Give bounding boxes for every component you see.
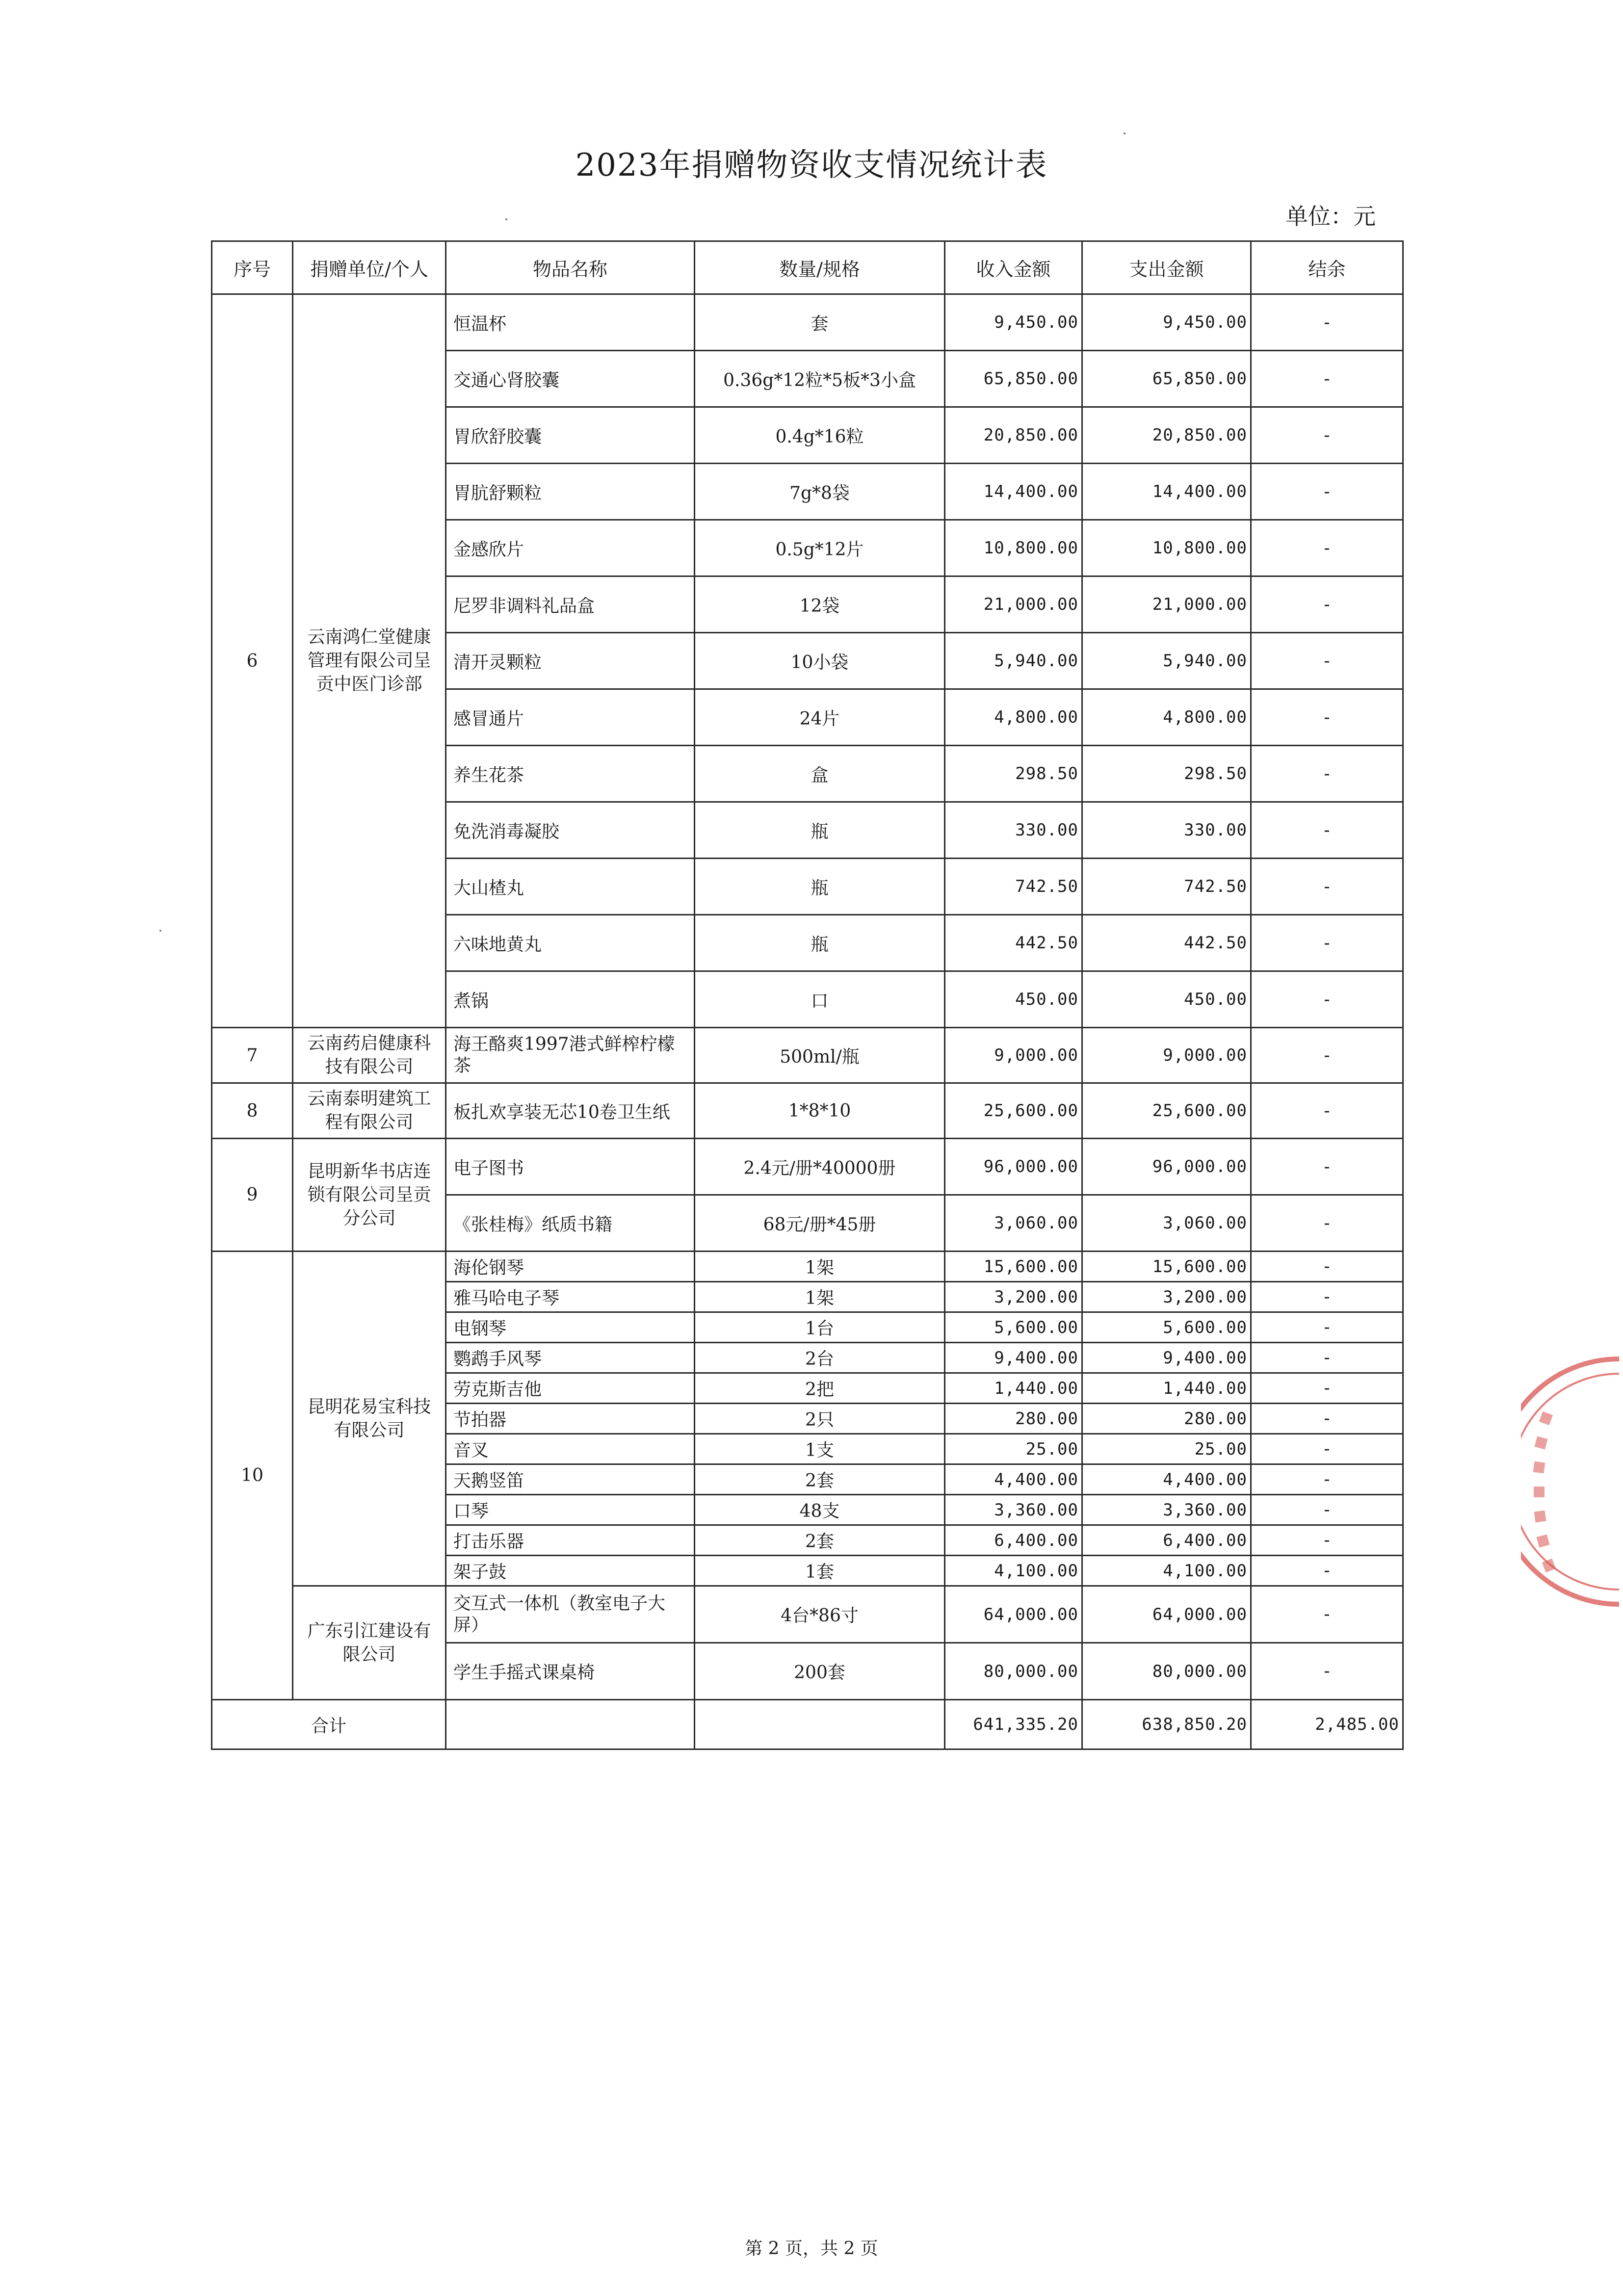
header-balance: 结余: [1251, 241, 1403, 294]
total-expense: 638,850.20: [1082, 1700, 1251, 1749]
item-income: 9,450.00: [945, 294, 1082, 351]
total-empty-cell: [695, 1700, 945, 1749]
item-balance: -: [1251, 520, 1403, 576]
item-balance: -: [1251, 1139, 1403, 1195]
item-qty: 2套: [695, 1464, 945, 1495]
item-name: 清开灵颗粒: [446, 633, 695, 689]
item-qty: 1架: [695, 1282, 945, 1312]
item-expense: 10,800.00: [1082, 520, 1251, 576]
item-qty: 4台*86寸: [695, 1586, 945, 1643]
item-qty: 48支: [695, 1495, 945, 1525]
scan-speck: [159, 930, 161, 932]
item-balance: -: [1251, 576, 1403, 633]
item-name: 打击乐器: [446, 1525, 695, 1556]
item-name: 节拍器: [446, 1404, 695, 1434]
item-expense: 450.00: [1082, 971, 1251, 1028]
item-balance: -: [1251, 1495, 1403, 1525]
item-qty: 0.36g*12粒*5板*3小盒: [695, 351, 945, 407]
item-expense: 4,800.00: [1082, 689, 1251, 746]
item-balance: -: [1251, 1195, 1403, 1252]
item-name: 口琴: [446, 1495, 695, 1525]
item-name: 恒温杯: [446, 294, 695, 351]
donor-name: 昆明花易宝科技有限公司: [293, 1252, 446, 1586]
item-qty: 1台: [695, 1312, 945, 1343]
item-qty: 12袋: [695, 576, 945, 633]
item-income: 3,360.00: [945, 1495, 1082, 1525]
scan-speck: [1124, 132, 1126, 134]
item-income: 64,000.00: [945, 1586, 1082, 1643]
total-label: 合计: [212, 1700, 446, 1749]
item-qty: 0.5g*12片: [695, 520, 945, 576]
item-name: 尼罗非调料礼品盒: [446, 576, 695, 633]
item-expense: 9,400.00: [1082, 1343, 1251, 1373]
item-income: 15,600.00: [945, 1252, 1082, 1282]
item-qty: 套: [695, 294, 945, 351]
item-expense: 25,600.00: [1082, 1083, 1251, 1139]
item-income: 25.00: [945, 1434, 1082, 1464]
item-balance: -: [1251, 859, 1403, 915]
item-name: 交通心肾胶囊: [446, 351, 695, 407]
item-qty: 2.4元/册*40000册: [695, 1139, 945, 1195]
item-name: 学生手摇式课桌椅: [446, 1643, 695, 1700]
item-name: 雅马哈电子琴: [446, 1282, 695, 1312]
item-balance: -: [1251, 915, 1403, 971]
item-qty: 1支: [695, 1434, 945, 1464]
item-balance: -: [1251, 1556, 1403, 1586]
item-income: 9,000.00: [945, 1028, 1082, 1083]
table-row: [212, 1028, 1403, 1083]
item-balance: -: [1251, 1464, 1403, 1495]
item-balance: -: [1251, 1434, 1403, 1464]
item-balance: -: [1251, 1643, 1403, 1700]
item-name: 金感欣片: [446, 520, 695, 576]
item-name: 海王酪爽1997港式鲜榨柠檬茶: [446, 1028, 695, 1083]
item-income: 450.00: [945, 971, 1082, 1028]
item-qty: 盒: [695, 746, 945, 802]
item-balance: -: [1251, 1083, 1403, 1139]
item-income: 96,000.00: [945, 1139, 1082, 1195]
item-name: 胃欣舒胶囊: [446, 407, 695, 464]
item-expense: 330.00: [1082, 802, 1251, 859]
item-qty: 2只: [695, 1404, 945, 1434]
item-balance: -: [1251, 1404, 1403, 1434]
table-row: [212, 1586, 1403, 1643]
total-income: 641,335.20: [945, 1700, 1082, 1749]
item-name: 音叉: [446, 1434, 695, 1464]
item-expense: 96,000.00: [1082, 1139, 1251, 1195]
total-empty-cell: [446, 1700, 695, 1749]
item-balance: -: [1251, 351, 1403, 407]
item-income: 9,400.00: [945, 1343, 1082, 1373]
item-name: 电子图书: [446, 1139, 695, 1195]
item-name: 煮锅: [446, 971, 695, 1028]
item-qty: 500ml/瓶: [695, 1028, 945, 1083]
header-qty: 数量/规格: [695, 241, 945, 294]
table-header-row: [212, 241, 1403, 294]
item-expense: 5,600.00: [1082, 1312, 1251, 1343]
item-expense: 21,000.00: [1082, 576, 1251, 633]
header-expense: 支出金额: [1082, 241, 1251, 294]
item-income: 442.50: [945, 915, 1082, 971]
page-title: 2023年捐赠物资收支情况统计表: [575, 147, 1048, 183]
item-qty: 1套: [695, 1556, 945, 1586]
item-income: 330.00: [945, 802, 1082, 859]
table-row: [212, 1139, 1403, 1195]
donor-name: 云南泰明建筑工程有限公司: [293, 1083, 446, 1139]
item-qty: 2套: [695, 1525, 945, 1556]
item-name: 电钢琴: [446, 1312, 695, 1343]
item-income: 21,000.00: [945, 576, 1082, 633]
item-income: 4,100.00: [945, 1556, 1082, 1586]
item-balance: -: [1251, 802, 1403, 859]
item-expense: 442.50: [1082, 915, 1251, 971]
item-expense: 6,400.00: [1082, 1525, 1251, 1556]
item-expense: 64,000.00: [1082, 1586, 1251, 1643]
item-name: 免洗消毒凝胶: [446, 802, 695, 859]
item-expense: 3,200.00: [1082, 1282, 1251, 1312]
item-expense: 9,000.00: [1082, 1028, 1251, 1083]
item-qty: 24片: [695, 689, 945, 746]
row-number: 9: [212, 1139, 293, 1252]
item-name: 大山楂丸: [446, 859, 695, 915]
item-balance: -: [1251, 1586, 1403, 1643]
item-expense: 80,000.00: [1082, 1643, 1251, 1700]
item-expense: 25.00: [1082, 1434, 1251, 1464]
item-expense: 4,400.00: [1082, 1464, 1251, 1495]
item-balance: -: [1251, 1373, 1403, 1404]
item-name: 《张桂梅》纸质书籍: [446, 1195, 695, 1252]
item-income: 10,800.00: [945, 520, 1082, 576]
table-row: [212, 1252, 1403, 1282]
item-qty: 0.4g*16粒: [695, 407, 945, 464]
donor-name: 云南鸿仁堂健康管理有限公司呈贡中医门诊部: [293, 294, 446, 1028]
item-name: 鹦鹉手风琴: [446, 1343, 695, 1373]
item-balance: -: [1251, 971, 1403, 1028]
item-balance: -: [1251, 1282, 1403, 1312]
item-income: 280.00: [945, 1404, 1082, 1434]
item-balance: -: [1251, 746, 1403, 802]
item-qty: 口: [695, 971, 945, 1028]
header-donor: 捐赠单位/个人: [293, 241, 446, 294]
item-expense: 298.50: [1082, 746, 1251, 802]
item-name: 胃肮舒颗粒: [446, 464, 695, 520]
item-income: 3,200.00: [945, 1282, 1082, 1312]
item-expense: 20,850.00: [1082, 407, 1251, 464]
header-income: 收入金额: [945, 241, 1082, 294]
item-name: 养生花茶: [446, 746, 695, 802]
item-name: 板扎欢享装无芯10卷卫生纸: [446, 1083, 695, 1139]
total-balance: 2,485.00: [1251, 1700, 1403, 1749]
total-row: [212, 1700, 1403, 1749]
item-income: 5,600.00: [945, 1312, 1082, 1343]
item-balance: -: [1251, 294, 1403, 351]
item-income: 80,000.00: [945, 1643, 1082, 1700]
item-income: 6,400.00: [945, 1525, 1082, 1556]
unit-label: 单位：元: [1285, 203, 1376, 230]
item-expense: 9,450.00: [1082, 294, 1251, 351]
item-income: 3,060.00: [945, 1195, 1082, 1252]
table-row: [212, 1083, 1403, 1139]
scan-speck: [505, 218, 507, 220]
item-qty: 200套: [695, 1643, 945, 1700]
item-qty: 1*8*10: [695, 1083, 945, 1139]
item-balance: -: [1251, 407, 1403, 464]
item-expense: 742.50: [1082, 859, 1251, 915]
row-number: 7: [212, 1028, 293, 1083]
item-name: 架子鼓: [446, 1556, 695, 1586]
table-row: [212, 294, 1403, 351]
item-expense: 5,940.00: [1082, 633, 1251, 689]
header-no: 序号: [212, 241, 293, 294]
item-income: 4,800.00: [945, 689, 1082, 746]
item-qty: 瓶: [695, 802, 945, 859]
item-income: 4,400.00: [945, 1464, 1082, 1495]
item-expense: 280.00: [1082, 1404, 1251, 1434]
item-income: 5,940.00: [945, 633, 1082, 689]
item-qty: 瓶: [695, 915, 945, 971]
donation-table: [211, 240, 1404, 1750]
item-balance: -: [1251, 633, 1403, 689]
item-qty: 2台: [695, 1343, 945, 1373]
item-expense: 65,850.00: [1082, 351, 1251, 407]
item-qty: 10小袋: [695, 633, 945, 689]
item-income: 20,850.00: [945, 407, 1082, 464]
item-balance: -: [1251, 1252, 1403, 1282]
item-balance: -: [1251, 689, 1403, 746]
item-expense: 4,100.00: [1082, 1556, 1251, 1586]
item-qty: 2把: [695, 1373, 945, 1404]
item-income: 65,850.00: [945, 351, 1082, 407]
item-qty: 7g*8袋: [695, 464, 945, 520]
item-income: 298.50: [945, 746, 1082, 802]
item-expense: 15,600.00: [1082, 1252, 1251, 1282]
item-name: 交互式一体机（教室电子大屏）: [446, 1586, 695, 1643]
row-number: 6: [212, 294, 293, 1028]
header-item: 物品名称: [446, 241, 695, 294]
item-qty: 68元/册*45册: [695, 1195, 945, 1252]
item-expense: 14,400.00: [1082, 464, 1251, 520]
item-balance: -: [1251, 1312, 1403, 1343]
item-balance: -: [1251, 1343, 1403, 1373]
item-qty: 1架: [695, 1252, 945, 1282]
page-footer: 第 2 页，共 2 页: [745, 2239, 878, 2259]
item-balance: -: [1251, 464, 1403, 520]
item-income: 25,600.00: [945, 1083, 1082, 1139]
item-income: 1,440.00: [945, 1373, 1082, 1404]
item-balance: -: [1251, 1525, 1403, 1556]
item-name: 劳克斯吉他: [446, 1373, 695, 1404]
item-expense: 3,060.00: [1082, 1195, 1251, 1252]
item-income: 742.50: [945, 859, 1082, 915]
item-name: 海伦钢琴: [446, 1252, 695, 1282]
item-name: 天鹅竖笛: [446, 1464, 695, 1495]
item-qty: 瓶: [695, 859, 945, 915]
row-number: 10: [212, 1252, 293, 1700]
item-expense: 3,360.00: [1082, 1495, 1251, 1525]
red-seal-stamp: [1521, 1354, 1619, 1609]
donor-name: 广东引江建设有限公司: [293, 1586, 446, 1700]
donor-name: 昆明新华书店连锁有限公司呈贡分公司: [293, 1139, 446, 1252]
item-name: 六味地黄丸: [446, 915, 695, 971]
item-balance: -: [1251, 1028, 1403, 1083]
item-expense: 1,440.00: [1082, 1373, 1251, 1404]
row-number: 8: [212, 1083, 293, 1139]
item-name: 感冒通片: [446, 689, 695, 746]
donor-name: 云南药启健康科技有限公司: [293, 1028, 446, 1083]
item-income: 14,400.00: [945, 464, 1082, 520]
